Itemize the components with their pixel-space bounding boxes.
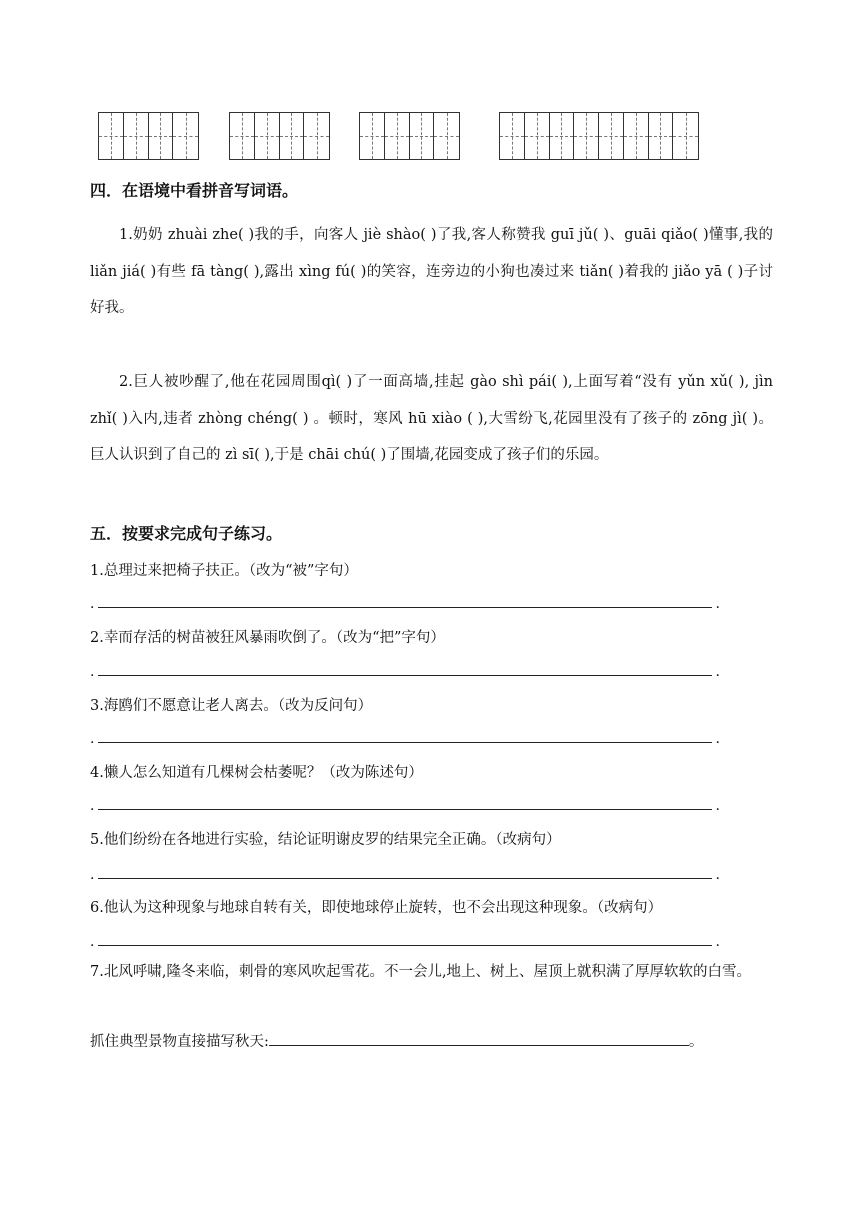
- question-2: 2.幸而存活的树苗被狂风暴雨吹倒了。（改为“把”字句）: [90, 630, 445, 646]
- answer-line-dot: .: [90, 867, 95, 883]
- answer-line-6[interactable]: [90, 926, 720, 950]
- answer-line-2[interactable]: [90, 656, 720, 680]
- question-3: 3.海鸥们不愿意让老人离去。（改为反问句）: [90, 698, 373, 714]
- answer-line-end: .: [715, 798, 720, 814]
- writing-grid-2[interactable]: [229, 112, 330, 160]
- answer-line-dot: .: [90, 596, 95, 612]
- answer-line-dot: .: [90, 664, 95, 680]
- section-4-paragraph-2: 2.巨人被吵醒了,他在花园周围qì( )了一面高墙,挂起 gào shì pái( ),上面写着“没有 yǔn xǔ( ), jìn zhǐ( )入内,违者 zhòng chéng( ) 。顿时，寒风 hū xiào ( ),大雪纷飞,花园里没有了孩子的 zōng jì( )。 巨人认识到了自己的 zì sī( ),于是 chāi chú( )了围墙,花园变成了孩子们的乐园。: [90, 374, 773, 463]
- answer-underline: [98, 675, 712, 676]
- question-6: 6.他认为这种现象与地球自转有关，即使地球停止旋转，也不会出现这种现象。（改病句）: [90, 900, 663, 916]
- writing-grid-3[interactable]: [359, 112, 460, 160]
- question-7-prompt: 抓住典型景物直接描写秋天:: [90, 1034, 269, 1050]
- section-4-heading: 四．在语境中看拼音写词语。: [90, 181, 299, 200]
- answer-line-5[interactable]: [90, 859, 720, 883]
- answer-line-end: .: [715, 596, 720, 612]
- question-5: 5.他们纷纷在各地进行实验，结论证明谢皮罗的结果完全正确。（改病句）: [90, 832, 561, 848]
- question-4: 4.懒人怎么知道有几棵树会枯萎呢？（改为陈述句）: [90, 765, 423, 781]
- answer-line-dot: .: [90, 798, 95, 814]
- answer-line-3[interactable]: [90, 723, 720, 747]
- answer-line-4[interactable]: [90, 790, 720, 814]
- answer-underline: [98, 945, 712, 946]
- question-7-answer-line[interactable]: [269, 1031, 689, 1046]
- question-7-answer: [90, 1030, 703, 1051]
- answer-line-dot: .: [90, 731, 95, 747]
- answer-line-dot: .: [90, 934, 95, 950]
- answer-line-end: .: [715, 867, 720, 883]
- answer-line-end: .: [715, 934, 720, 950]
- answer-line-end: .: [715, 731, 720, 747]
- question-7-end: 。: [688, 1034, 704, 1050]
- writing-grid-4[interactable]: [499, 112, 699, 160]
- section-5-heading: 五．按要求完成句子练习。: [90, 524, 283, 543]
- section-4-paragraph-1: 1.奶奶 zhuài zhe( )我的手，向客人 jiè shào( )了我,客人称赞我 guī jǔ( )、guāi qiǎo( )懂事,我的 liǎn jiá( )有些 fā tàng( ),露出 xìng fú( )的笑容，连旁边的小狗也凑过来 tiǎn( )着我的 jiǎo yā ( )子讨好我。: [90, 227, 773, 316]
- answer-line-1[interactable]: [90, 588, 720, 612]
- question-1: 1.总理过来把椅子扶正。（改为“被”字句）: [90, 563, 358, 579]
- question-7: 7.北风呼啸,隆冬来临，刺骨的寒风吹起雪花。不一会儿,地上、树上、屋顶上就积满了厚厚软软的白雪。: [90, 964, 752, 980]
- answer-underline: [98, 809, 712, 810]
- answer-line-end: .: [715, 664, 720, 680]
- answer-underline: [98, 607, 712, 608]
- answer-underline: [98, 742, 712, 743]
- answer-underline: [98, 878, 712, 879]
- writing-grid-1[interactable]: [98, 112, 199, 160]
